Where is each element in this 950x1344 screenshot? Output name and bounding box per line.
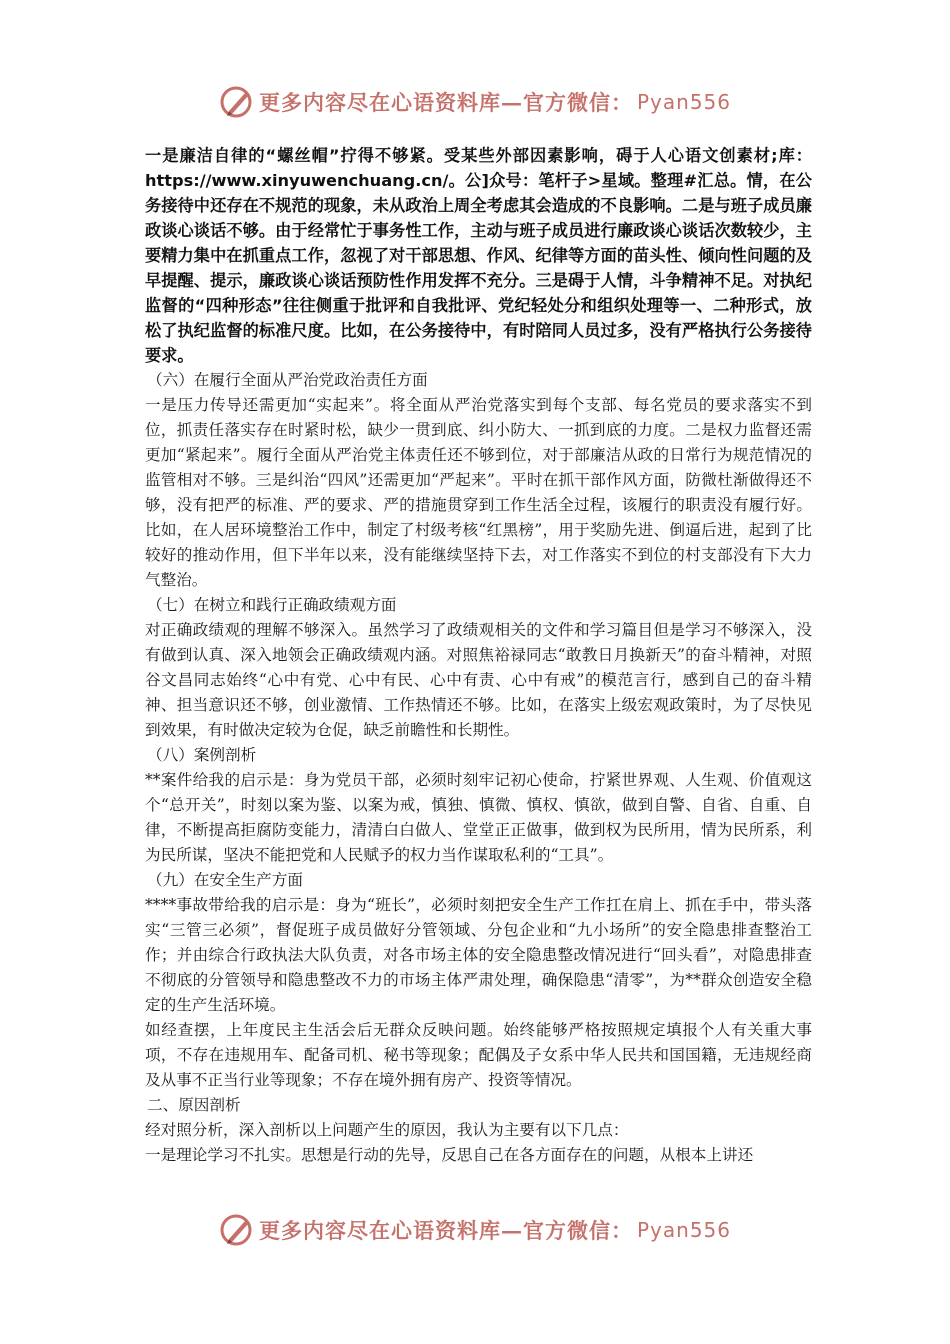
banner-wechat-id: Pyan556 (636, 90, 731, 114)
section-heading: （八）案例剖析 (147, 746, 257, 764)
section-heading: （七）在树立和践行正确政绩观方面 (147, 596, 397, 614)
banner-wechat-id: Pyan556 (636, 1218, 731, 1242)
paragraph: 一是廉洁自律的“螺丝帽”拧得不够紧。受某些外部因素影响，碍于人心语文创素材;库：https://www.xinyuwenchuang.cn/。公]众号：笔杆子>星域。整理#汇总。情，在公务接待中还存在不规范的现象，未从政治上周全考虑其会造成的不良影响。二是与班子成员廉政谈心谈话不够。由于经常忙于事务性工作，主动与班子成员进行廉政谈心谈话次数较少，主要精力集中在抓重点工作，忽视了对干部思想、作风、纪律等方面的苗头性、倾向性问题的及早提醒、提示，廉政谈心谈话预防性作用发挥不充分。三是碍于人情，斗争精神不足。对执纪监督的“四种形态”往往侧重于批评和自我批评、党纪轻处分和组织处理等一、二种形式，放松了执纪监督的标准尺度。比如，在公务接待中，有时陪同人员过多，没有严格执行公务接待要求。 (145, 146, 812, 365)
paragraph: 如经查摆，上年度民主生活会后无群众反映问题。始终能够严格按照规定填报个人有关重大事项，不存在违规用车、配备司机、秘书等现象；配偶及子女系中华人民共和国国籍，无违规经商及从事不正当行业等现象；不存在境外拥有房产、投资等情况。 (145, 1021, 812, 1089)
paragraph: 经对照分析，深入剖析以上问题产生的原因，我认为主要有以下几点： (145, 1121, 629, 1139)
section-heading: （九）在安全生产方面 (147, 871, 303, 889)
pen-logo-icon (219, 85, 253, 119)
paragraph: ****事故带给我的启示是：身为“班长”，必须时刻把安全生产工作扛在肩上、抓在手中，带头落实“三管三必须”，督促班子成员做好分管领域、分包企业和“九小场所”的安全隐患排查整治工作；并由综合行政执法大队负责，对各市场主体的安全隐患整改情况进行“回头看”，对隐患排查不彻底的分管领导和隐患整改不力的市场主体严肃处理，确保隐患“清零”，为**群众创造安全稳定的生产生活环境。 (145, 896, 812, 1014)
banner-text: 更多内容尽在心语资料库—官方微信： (258, 1218, 633, 1243)
banner-text: 更多内容尽在心语资料库—官方微信： (258, 90, 633, 115)
section-heading: （六）在履行全面从严治党政治责任方面 (147, 371, 428, 389)
section-heading: 二、原因剖析 (147, 1096, 241, 1114)
paragraph: 一是压力传导还需更加“实起来”。将全面从严治党落实到每个支部、每名党员的要求落实不到位，抓责任落实存在时紧时松，缺少一贯到底、纠小防大、一抓到底的力度。二是权力监督还需更加“紧起来”。履行全面从严治党主体责任还不够到位，对于部廉洁从政的日常行为规范情况的监管相对不够。三是纠治“四风”还需更加“严起来”。平时在抓干部作风方面，防微杜渐做得还不够，没有把严的标准、严的要求、严的措施贯穿到工作生活全过程，该履行的职责没有履行好。比如，在人居环境整治工作中，制定了村级考核“红黑榜”，用于奖励先进、倒逼后进，起到了比较好的推动作用，但下半年以来，没有能继续坚持下去，对工作落实不到位的村支部没有下大力气整治。 (145, 396, 812, 589)
paragraph: 对正确政绩观的理解不够深入。虽然学习了政绩观相关的文件和学习篇目但是学习不够深入，没有做到认真、深入地领会正确政绩观内涵。对照焦裕禄同志“敢教日月换新天”的奋斗精神，对照谷文昌同志始终“心中有党、心中有民、心中有责、心中有戒”的模范言行，感到自己的奋斗精神、担当意识还不够，创业激情、工作热情还不够。比如，在落实上级宏观政策时，为了尽快见到效果，有时做决定较为仓促，缺乏前瞻性和长期性。 (145, 621, 812, 739)
header-watermark-banner (0, 82, 950, 122)
footer-watermark-banner (0, 1210, 950, 1250)
document-body (145, 143, 812, 1168)
pen-logo-icon (219, 1213, 253, 1247)
paragraph: 一是理论学习不扎实。思想是行动的先导，反思自己在各方面存在的问题，从根本上讲还 (145, 1146, 754, 1164)
paragraph: **案件给我的启示是：身为党员干部，必须时刻牢记初心使命，拧紧世界观、人生观、价值观这个“总开关”，时刻以案为鉴、以案为戒，慎独、慎微、慎权、慎欲，做到自警、自省、自重、自律，不断提高拒腐防变能力，清清白白做人、堂堂正正做事，做到权为民所用，情为民所系，利为民所谋，坚决不能把党和人民赋予的权力当作谋取私利的“工具”。 (145, 771, 812, 864)
